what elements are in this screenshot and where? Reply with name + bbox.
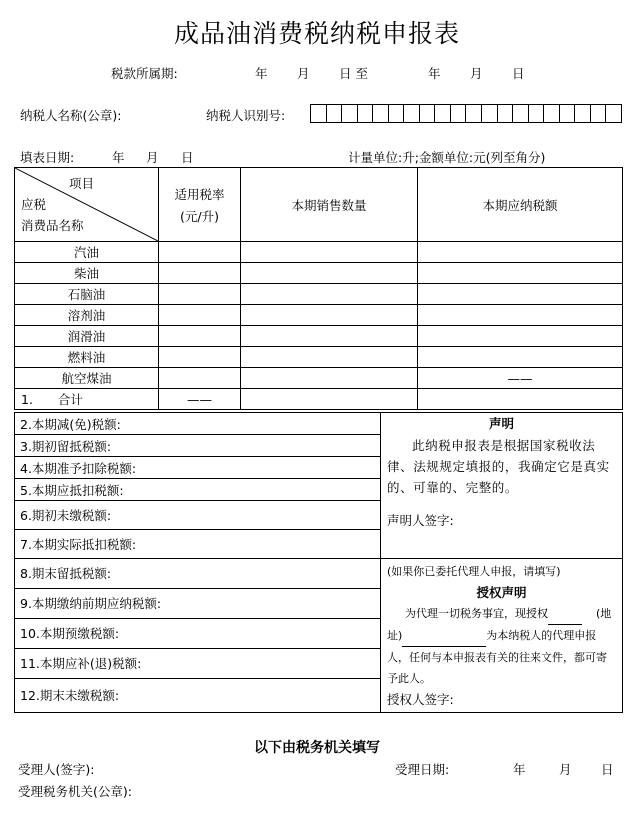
product-name: 燃料油 bbox=[15, 347, 159, 368]
header-rate bbox=[159, 168, 241, 242]
units-label: 计量单位:升;金额单位:元(列至角分) bbox=[348, 150, 546, 165]
taxpayer-id-boxes[interactable] bbox=[310, 104, 622, 123]
receiver-label[interactable]: 受理人(签字): bbox=[18, 762, 95, 777]
item-row[interactable]: 11.本期应补(退)税额: bbox=[15, 648, 381, 678]
header-product: 消费品名称 bbox=[21, 218, 84, 233]
tax-due-input[interactable] bbox=[418, 263, 623, 284]
item-row[interactable]: 2.本期减(免)税额: bbox=[15, 413, 381, 435]
authorization-line1 bbox=[387, 603, 616, 625]
rate-input[interactable] bbox=[159, 326, 241, 347]
agent-address-field[interactable] bbox=[402, 625, 486, 647]
period-label: 税款所属期: bbox=[111, 66, 178, 81]
item-row[interactable]: 5.本期应抵扣税额: bbox=[15, 479, 381, 501]
item-row[interactable]: 7.本期实际抵扣税额: bbox=[15, 530, 381, 559]
period-to-day: 日 bbox=[512, 66, 525, 81]
header-tax: 应税 bbox=[21, 197, 47, 212]
header-tax-due: 本期应纳税额 bbox=[418, 168, 623, 242]
table-row bbox=[15, 368, 623, 389]
period-from-year: 年 bbox=[255, 66, 268, 81]
tax-due-input[interactable] bbox=[418, 284, 623, 305]
authorization-cell bbox=[381, 559, 623, 713]
product-name: 润滑油 bbox=[15, 326, 159, 347]
rate-input[interactable] bbox=[159, 347, 241, 368]
fill-date-day: 日 bbox=[181, 150, 194, 165]
fill-date-month: 月 bbox=[146, 150, 159, 165]
table-row bbox=[15, 347, 623, 368]
table-row bbox=[15, 263, 623, 284]
authorization-text3: 址) bbox=[387, 629, 403, 642]
receive-date-month: 月 bbox=[559, 762, 572, 777]
agent-name-field[interactable] bbox=[548, 603, 582, 625]
rate-input[interactable] bbox=[159, 305, 241, 326]
item-row[interactable]: 10.本期预缴税额: bbox=[15, 618, 381, 648]
quantity-input[interactable] bbox=[241, 242, 418, 263]
table-row bbox=[15, 284, 623, 305]
total-tax-due-input[interactable] bbox=[418, 389, 623, 410]
table-row bbox=[15, 242, 623, 263]
receive-date-label[interactable]: 受理日期: bbox=[395, 762, 450, 777]
aviation-tax-dash: —— bbox=[418, 368, 623, 389]
authorization-line2 bbox=[387, 625, 616, 689]
office-section-title: 以下由税务机关填写 bbox=[254, 740, 380, 756]
item-row[interactable]: 8.期末留抵税额: bbox=[15, 559, 381, 589]
total-row bbox=[15, 389, 623, 410]
tax-due-input[interactable] bbox=[418, 305, 623, 326]
office-label[interactable]: 受理税务机关(公章): bbox=[18, 784, 132, 799]
fill-date-year: 年 bbox=[112, 150, 125, 165]
taxpayer-id-label: 纳税人识别号: bbox=[206, 108, 286, 123]
header-rate-line1: 适用税率 bbox=[174, 186, 225, 202]
authorization-note: (如果你已委托代理人申报，请填写) bbox=[387, 565, 561, 578]
table-row bbox=[15, 326, 623, 347]
authorization-text4: 为本纳税人的代理申报人，任何与本申报表有关的往来文件，都可寄予此人。 bbox=[387, 629, 607, 685]
tax-due-input[interactable] bbox=[418, 326, 623, 347]
tax-due-input[interactable] bbox=[418, 347, 623, 368]
quantity-input[interactable] bbox=[241, 368, 418, 389]
taxpayer-name-label: 纳税人名称(公章): bbox=[20, 108, 122, 123]
item-row[interactable]: 12.期末未缴税额: bbox=[15, 678, 381, 712]
header-quantity: 本期销售数量 bbox=[241, 168, 418, 242]
rate-input[interactable] bbox=[159, 368, 241, 389]
declaration-text: 此纳税申报表是根据国家税收法律、法规规定填报的，我确定它是真实的、可靠的、完整的。 bbox=[387, 438, 610, 495]
items-table bbox=[14, 412, 623, 713]
item-row[interactable]: 3.期初留抵税额: bbox=[15, 435, 381, 457]
declaration-title: 声明 bbox=[488, 416, 514, 431]
authorization-text2: (地 bbox=[596, 607, 612, 620]
quantity-input[interactable] bbox=[241, 284, 418, 305]
quantity-input[interactable] bbox=[241, 263, 418, 284]
rate-input[interactable] bbox=[159, 284, 241, 305]
period-from-month: 月 bbox=[297, 66, 310, 81]
rate-input[interactable] bbox=[159, 263, 241, 284]
period-to-year: 年 bbox=[428, 66, 441, 81]
tax-due-input[interactable] bbox=[418, 242, 623, 263]
item-row[interactable]: 4.本期准予扣除税额: bbox=[15, 457, 381, 479]
header-item: 项目 bbox=[69, 176, 95, 191]
receive-date-year: 年 bbox=[513, 762, 526, 777]
product-name: 航空煤油 bbox=[15, 368, 159, 389]
table-row bbox=[15, 305, 623, 326]
authorization-signer[interactable]: 授权人签字: bbox=[387, 692, 454, 707]
product-name: 汽油 bbox=[15, 242, 159, 263]
rate-input[interactable] bbox=[159, 242, 241, 263]
quantity-input[interactable] bbox=[241, 326, 418, 347]
product-name: 石脑油 bbox=[15, 284, 159, 305]
product-name: 柴油 bbox=[15, 263, 159, 284]
authorization-title: 授权声明 bbox=[476, 585, 527, 600]
item-row[interactable]: 9.本期缴纳前期应纳税额: bbox=[15, 588, 381, 618]
declaration-signer[interactable]: 声明人签字: bbox=[387, 513, 454, 528]
header-rate-line2: (元/升) bbox=[180, 208, 219, 224]
fill-date-label: 填表日期: bbox=[20, 150, 75, 165]
receive-date-day: 日 bbox=[601, 762, 614, 777]
quantity-input[interactable] bbox=[241, 305, 418, 326]
total-rate-dash: —— bbox=[159, 389, 241, 410]
period-from-day: 日 至 bbox=[339, 66, 368, 81]
form-title: 成品油消费税纳税申报表 bbox=[173, 19, 460, 48]
item-row[interactable]: 6.期初未缴税额: bbox=[15, 501, 381, 530]
product-name: 溶剂油 bbox=[15, 305, 159, 326]
product-table bbox=[14, 167, 623, 410]
total-label: 1. 合计 bbox=[15, 389, 159, 410]
quantity-input[interactable] bbox=[241, 347, 418, 368]
authorization-text1: 为代理一切税务事宜，现授权 bbox=[405, 607, 548, 620]
declaration-cell bbox=[381, 413, 623, 559]
total-quantity-input[interactable] bbox=[241, 389, 418, 410]
header-diagonal-cell bbox=[15, 168, 159, 242]
period-to-month: 月 bbox=[470, 66, 483, 81]
